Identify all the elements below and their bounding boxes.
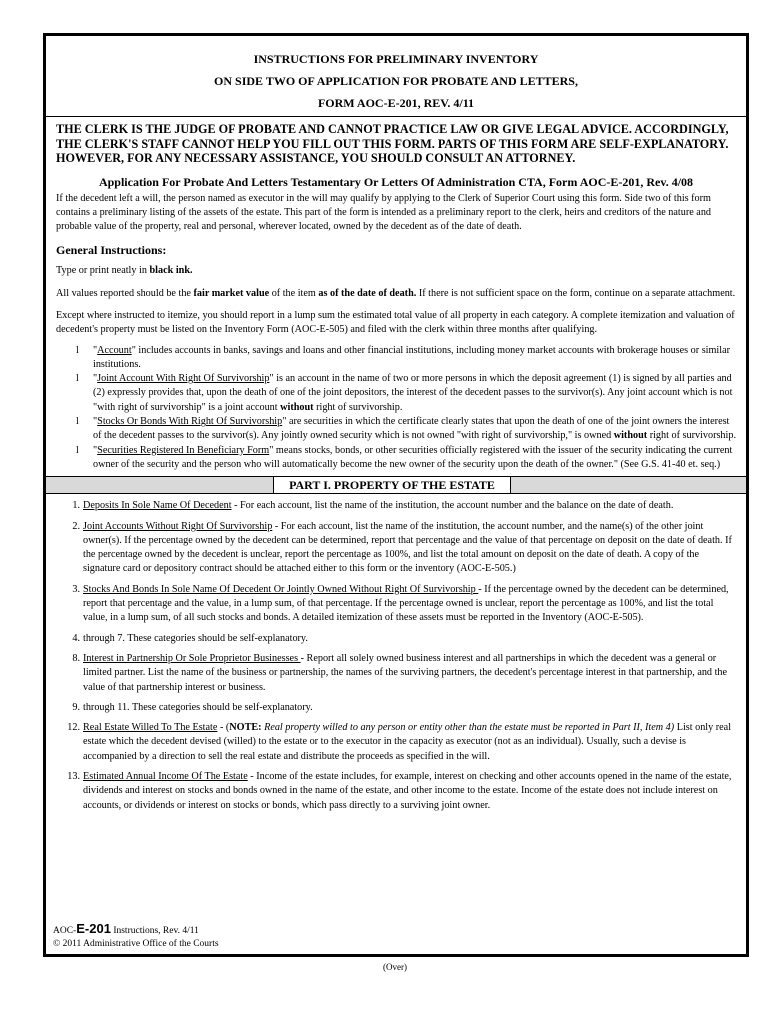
item-title: Joint Accounts Without Right Of Survivorship: [83, 520, 273, 532]
definition-text: " includes accounts in banks, savings and loans and other financial institutions, including money market accounts with brokerage houses or similar institutions.: [93, 344, 730, 370]
values-instruction: [46, 287, 746, 301]
definition-term: Securities Registered In Beneficiary Form: [97, 444, 270, 456]
black-ink-emphasis: black ink.: [149, 265, 193, 277]
without-emphasis: without: [613, 430, 648, 442]
item-9-11: [72, 701, 738, 715]
itemize-instruction: Except where instructed to itemize, you should report in a lump sum the estimated total value of all property in each category. A complete itemization and valuation of decedent's property must be listed on the Inventory Form (AOC-E-505) and filed with the clerk within three months after qualifying.: [56, 309, 735, 336]
item-text: - For each account, list the name of the institution, the account number, and the name(s) of the other joint owner(s). If the percentage owned by the decedent can be determined, report that percentage and the value of that percentage on deposit on the date of death. If the percentage owned by the decedent is unclear, report the percentage as 100%, and list the total amount on deposit on the date of death. A copy of the signature card or depository contract should be attached either to this form or the inventory (AOC-E-505.): [83, 520, 732, 575]
header-line-2: ON SIDE TWO OF APPLICATION FOR PROBATE AND LETTERS,: [214, 74, 578, 88]
definition-text: " means stocks, bonds, or other securities officially registered with the issuer of the security indicating the current owner of the security and the person who will automatically become the new owner of the security upon the death of the owner." (See G.S. 41-40 et. seq.): [93, 444, 733, 470]
item-12: [67, 721, 738, 764]
item-number: 1.: [72, 500, 80, 512]
date-of-death-emphasis: as of the date of death.: [318, 287, 417, 299]
definition-securities-beneficiary: l "Securities Registered In Beneficiary Form" means stocks, bonds, or other securities officially registered with the issuer of the security indicating the current owner of the security and the person who will automatically become the new owner of the security upon the death of the owner." (See G.S. 41-40 et. seq.): [76, 444, 733, 470]
item-text: - Report all solely owned business interest and all partnerships in which the decedent was a general or limited partner. List the name of the business or partnership, the names of the surviving partners, the decedent's percentage interest in that partnership, and the value of that partnership interest or business.: [83, 652, 728, 693]
values-text-2: of the item: [269, 287, 319, 299]
general-instructions-heading: General Instructions:: [56, 243, 167, 258]
type-print-instruction: [46, 264, 746, 278]
bullet-marker: l: [76, 416, 79, 428]
type-print-text: Type or print neatly in: [56, 265, 150, 277]
item-title: Stocks And Bonds In Sole Name Of Decedent Or Jointly Owned Without Right Of Survivorship: [83, 583, 479, 595]
form-prefix: AOC-: [53, 926, 77, 936]
form-number: E-201: [76, 921, 111, 936]
definition-text: " is an account in the name of two or more persons in which the deposit agreement (1) is signed by all parties and (2) expressly provides that, upon the death of one of the joint depositors, the interest of the decedent passes to the survivor(s). Any joint account which is not "with right of survivorship" is a joint account: [93, 373, 733, 413]
definition-account: l "Account" includes accounts in banks, savings and loans and other financial institutions, including money market accounts with brokerage houses or similar institutions.: [76, 344, 730, 370]
item-text: - Income of the estate includes, for example, interest on checking and other accounts opened in the name of the estate, dividends and interest on stocks and bonds owned in the name of the estate, and other income to the estate. Income of the estate does not include interest on accounts, or dividends or interest on stocks or bonds, which pass directly to a surviving joint owner.: [83, 771, 732, 811]
bullet-marker: l: [76, 373, 79, 385]
over-label: (Over): [383, 962, 407, 972]
item-text: - For each account, list the name of the institution, the account number and the balance on the date of death.: [231, 500, 674, 512]
definition-term: Stocks Or Bonds With Right Of Survivorship: [97, 416, 283, 428]
clerk-warning: THE CLERK IS THE JUDGE OF PROBATE AND CANNOT PRACTICE LAW OR GIVE LEGAL ADVICE. ACCORDINGLY, THE CLERK'S STAFF CANNOT HELP YOU FILL OUT THIS FORM. PARTS OF THIS FORM ARE SELF-EXPLANATORY. HOWEVER, FOR ANY NECESSARY ASSISTANCE, YOU SHOULD CONSULT AN ATTORNEY.: [56, 122, 729, 165]
item-text: through 7. These categories should be self-explanatory.: [83, 632, 308, 644]
document-frame: [43, 33, 749, 957]
item-title: Estimated Annual Income Of The Estate: [83, 771, 248, 782]
definition-text-end: right of survivorship.: [647, 430, 736, 442]
item-number: 4.: [72, 632, 80, 644]
item-number: 12.: [67, 722, 80, 734]
item-number: 9.: [72, 701, 80, 713]
section-title: PART I. PROPERTY OF THE ESTATE: [273, 477, 511, 493]
item-title: Deposits In Sole Name Of Decedent: [83, 500, 232, 512]
item-title: Interest in Partnership Or Sole Proprietor Businesses: [83, 652, 301, 664]
header-line-1: INSTRUCTIONS FOR PRELIMINARY INVENTORY: [253, 52, 539, 66]
intro-paragraph: If the decedent left a will, the person named as executor in the will may qualify by applying to the Clerk of Superior Court using this form. Side two of this form contains a preliminary listing of the assets of the estate. This part of the form is intended as a preliminary report to the clerk, heirs and creditors of the nature and probable value of the property, real and personal, wherever located, owned by the decedent as of the date of death.: [56, 192, 712, 233]
values-text-1: All values reported should be the: [56, 287, 194, 299]
property-items-list: [46, 499, 746, 813]
item-title: Real Estate Willed To The Estate: [83, 722, 218, 734]
definition-text-end: right of survivorship.: [313, 401, 403, 413]
form-id: [53, 922, 219, 938]
values-text-3: If there is not sufficient space on the form, continue on a separate attachment.: [416, 287, 736, 299]
item-text: - If the percentage owned by the decedent can be determined, report that percentage and the value, in a lump sum, of that percentage. If the percentage owned is unclear, report the percentage as 100%, and list the total value, in a lump sum, of all such stocks and bonds. A detailed itemization of these assets must be reported in the Inventory (AOC-E-505).: [83, 583, 729, 624]
definition-text: " are securities in which the certificate clearly states that upon the death of one of the joint owners the interest of the decedent passes to the survivor(s). Any jointly owned security which is not owned "with right of survivorship," is owned: [93, 416, 730, 442]
item-3: [72, 583, 738, 626]
document-header: [46, 36, 746, 114]
section-bar: [46, 476, 746, 494]
page-footer: [53, 922, 219, 951]
without-emphasis: without: [280, 401, 314, 413]
item-text: List only real estate which the decedent devised (willed) to the estate or to the executor in the capacity as executor (not as an individual). Usually, such a devise is accompanied by a direction to sell the real estate and distribute the proceeds as specified in the will.: [83, 722, 732, 762]
item-2: [72, 520, 738, 577]
definition-stocks-bonds: l "Stocks Or Bonds With Right Of Survivorship" are securities in which the certificate clearly states that upon the death of one of the joint owners the interest of the decedent passes to the survivor(s). Any jointly owned security which is not owned "with right of survivorship," is owned without right of survivorship.: [76, 416, 736, 442]
note-text: Real property willed to any person or entity other than the estate must be reported in Part II, Item 4): [261, 722, 675, 734]
item-number: 8.: [72, 652, 80, 664]
fair-market-value-emphasis: fair market value: [193, 287, 270, 299]
definition-joint-account: l "Joint Account With Right Of Survivorship" is an account in the name of two or more persons in which the deposit agreement (1) is signed by all parties and (2) expressly provides that, upon the death of one of the joint depositors, the interest of the decedent passes to the survivor(s). Any joint account which is not "with right of survivorship" is a joint account without right of survivorship.: [76, 373, 733, 413]
item-text: through 11. These categories should be self-explanatory.: [83, 701, 313, 713]
item-13: [67, 770, 738, 813]
bullet-marker: l: [76, 444, 79, 456]
definitions-list: [46, 344, 746, 473]
item-number: 2.: [72, 520, 80, 532]
form-title: Application For Probate And Letters Testamentary Or Letters Of Administration CTA, Form AOC-E-201, Rev. 4/08: [98, 174, 694, 189]
form-revision: Instructions, Rev. 4/11: [110, 926, 199, 936]
header-line-3: FORM AOC-E-201, REV. 4/11: [317, 96, 475, 110]
definition-term: Joint Account With Right Of Survivorship: [97, 373, 270, 385]
item-number: 3.: [72, 583, 80, 595]
item-4-7: [72, 632, 738, 646]
note-label: NOTE:: [229, 722, 262, 734]
item-8: [72, 652, 738, 695]
item-number: 13.: [67, 771, 80, 782]
item-text-pre: - (: [217, 722, 230, 734]
item-1: [72, 499, 738, 513]
definition-term: Account: [97, 344, 132, 356]
bullet-marker: l: [76, 344, 79, 356]
copyright: © 2011 Administrative Office of the Courts: [53, 939, 219, 949]
